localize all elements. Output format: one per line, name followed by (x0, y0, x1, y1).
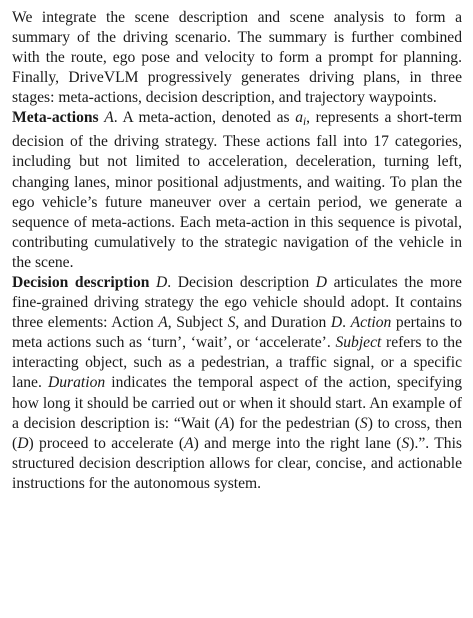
example-symbol-action-1: A (219, 414, 230, 432)
decision-text-3: , Subject (167, 314, 228, 332)
decision-text-6: pertains to meta actions such as ‘turn’, ‘wait’, or ‘accelerate’. (12, 314, 462, 352)
paper-text-block (12, 8, 462, 494)
symbol-subject: S (227, 314, 236, 332)
paragraph-decision-description (12, 273, 462, 494)
action-term: Action (350, 314, 392, 332)
decision-text-7: refers to the interacting object, such as a pedestrian, a traffic signal, or a specific lane. (12, 334, 462, 392)
example-symbol-action-2: A (184, 434, 194, 452)
symbol-action: A (158, 314, 168, 332)
symbol-d: D (315, 274, 327, 292)
subject-term: Subject (335, 334, 382, 352)
symbol-duration: D (330, 314, 343, 332)
meta-actions-heading: Meta-actions (12, 109, 99, 127)
decision-text-1: . Decision description (167, 274, 316, 292)
meta-actions-text-2: , represents a short-term decision of the driving strategy. These actions fall into 17 categories, including but not limited to acceleration, deceleration, turning left, changing lanes, minor positional adjustments, and waiting. To plan the ego vehicle’s future maneuver over a certain period, we generate a sequence of meta-actions. Each meta-action in this sequence is pivotal, contributing cumulatively to the strategic navigation of the vehicle in the scene. (12, 109, 463, 271)
paragraph-meta-actions (12, 108, 462, 273)
summary-text: We integrate the scene description and scene analysis to form a summary of the driving scenario. The summary is further combined with the route, ego pose and velocity to form a prompt for planning. Finally, DriveVLM progressively generates driving plans, in three stages: meta-actions, decision description, and trajectory waypoints. (12, 9, 462, 107)
meta-action-variable: $a_i$ (295, 109, 307, 129)
decision-description-symbol: D (156, 274, 168, 292)
decision-text-11: ) proceed to accelerate ( (28, 434, 185, 452)
decision-text-8: indicates the temporal aspect of the action, specifying how long it should be carried out or when it should start. An example of a decision description is: “Wait ( (12, 374, 462, 432)
decision-text-12: ) and merge into the right lane ( (193, 434, 402, 452)
duration-term: Duration (48, 374, 106, 392)
decision-text-4: , and Duration (235, 314, 331, 332)
decision-text-2: articulates the more fine-grained driving strategy the ego vehicle should adopt. It contains three elements: Action (12, 274, 462, 332)
decision-text-13: ).”. This structured decision description allows for clear, concise, and actionable instructions for the autonomous system. (12, 434, 462, 492)
meta-actions-text-1: . A meta-action, denoted as (113, 109, 296, 127)
example-symbol-subject-2: S (401, 434, 410, 452)
decision-text-5: . (342, 314, 351, 332)
decision-text-10: ) to cross, then ( (12, 414, 462, 452)
paragraph-summary (12, 8, 462, 108)
decision-text-9: ) for the pedestrian ( (229, 414, 360, 432)
meta-actions-symbol: A (104, 109, 114, 127)
decision-description-heading: Decision description (12, 274, 150, 292)
example-symbol-duration: D (17, 434, 29, 452)
example-symbol-subject-1: S (359, 414, 368, 432)
